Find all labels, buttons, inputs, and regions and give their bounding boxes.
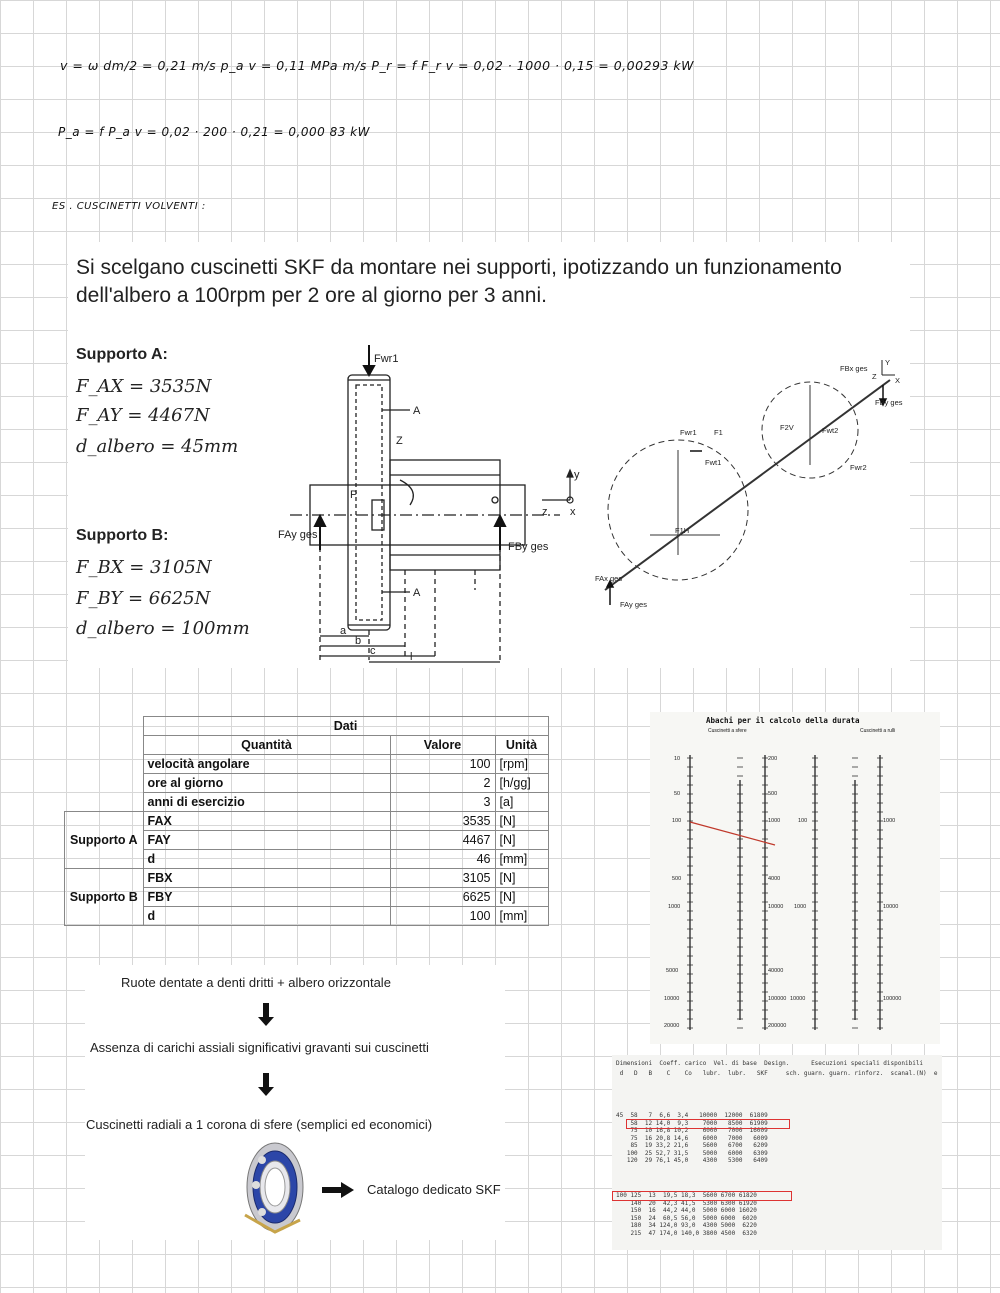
abaco-l-tick: 1000 [883, 818, 896, 824]
catalog-header-2: d D B C Co lubr. lubr. SKF sch. guarn. guarn. rinforz. scanal.(N) e [616, 1070, 938, 1077]
flow-step-3: Cuscinetti radiali a 1 corona di sfere (semplici ed economici) [86, 1117, 433, 1132]
abaco-left-label: Cuscinetti a sfere [708, 728, 747, 734]
ball-bearing-icon [240, 1140, 310, 1235]
abaco-l-tick: 10000 [883, 904, 899, 910]
right-arrow-icon [322, 1182, 354, 1198]
label-p: P [350, 489, 358, 501]
label-x-axis: x [570, 506, 576, 518]
label-dim-b: b [355, 635, 362, 647]
abaco-n-tick: 1000 [668, 904, 681, 910]
abaco-n-tick: 50 [674, 791, 681, 797]
table-row: Supporto A FAX 3535 [N] [65, 812, 549, 831]
abaco-l-tick: 500 [768, 791, 778, 797]
flow-step-2: Assenza di carichi assiali significativi gravanti sui cuscinetti [90, 1040, 429, 1055]
support-a-fax: F_AX = 3535N [76, 376, 212, 397]
label-a-top: A [413, 405, 421, 417]
label-dim-a: a [340, 625, 347, 637]
support-b-heading: Supporto B: [76, 527, 169, 544]
table-row: ore al giorno 2 [h/gg] [65, 774, 549, 793]
abaco-n-tick: 5000 [666, 968, 679, 974]
iso-label-fwt1: Fwt1 [705, 458, 722, 467]
table-header-quantita: Quantità [143, 736, 390, 755]
catalog-row: 100 25 52,7 31,5 5000 6000 6309 [616, 1149, 768, 1157]
iso-label-y: Y [885, 358, 891, 367]
label-fby-ges: FBy ges [508, 541, 549, 553]
support-a-d: d_albero = 45mm [76, 436, 239, 457]
table-header-valore: Valore [390, 736, 495, 755]
iso-label-x: X [895, 376, 901, 385]
abaco-n-tick: 100 [672, 818, 682, 824]
table-row: d 46 [mm] [65, 850, 549, 869]
label-dim-l: l [410, 651, 413, 663]
label-fay-ges: FAy ges [278, 529, 318, 541]
support-b-d: d_albero = 100mm [76, 618, 250, 639]
problem-statement: Si scelgano cuscinetti SKF da montare nei supporti, ipotizzando un funzionamento dell'albero a 100rpm per 2 ore al giorno per 3 anni. [76, 256, 842, 307]
abaco-right-label: Cuscinetti a rulli [860, 728, 896, 734]
abaco-title: Abachi per il calcolo della durata [706, 716, 860, 725]
catalog-row: 140 20 42,3 41,5 5300 6300 61920 [616, 1199, 757, 1207]
table-row: d 100 [mm] [65, 907, 549, 926]
iso-label-fbx-ges: FBx ges [840, 364, 868, 373]
table-row: FAY 4467 [N] [65, 831, 549, 850]
handwritten-line-1: v = ω dm/2 = 0,21 m/s p_a v = 0,11 MPa m/s P_r = f F_r v = 0,02 · 1000 · 0,15 = 0,00293 kW [60, 58, 694, 73]
table-row: FBY 6625 [N] [65, 888, 549, 907]
label-dim-c: c [370, 645, 376, 657]
abaco-n-tick: 1000 [794, 904, 807, 910]
iso-label-fwr2: Fwr2 [850, 463, 867, 472]
catalog-row: 180 34 124,0 93,0 4300 5000 6220 [616, 1222, 757, 1229]
iso-label-fby-ges: FBy ges [875, 398, 903, 407]
support-b-fby: F_BY = 6625N [76, 588, 211, 609]
flow-step-1: Ruote dentate a denti dritti + albero orizzontale [121, 975, 391, 990]
catalog-row: 58 12 14,0 9,3 7000 8500 61909 [616, 1119, 768, 1127]
iso-label-fay-ges: FAy ges [620, 600, 647, 609]
support-a-fay: F_AY = 4467N [76, 405, 210, 426]
catalog-row: 150 16 44,2 44,0 5000 6000 16020 [616, 1207, 757, 1214]
highlight-row-a [626, 1119, 790, 1129]
label-a-bottom: A [413, 587, 421, 599]
abaco-l-tick: 40000 [768, 968, 784, 974]
isometric-force-diagram [590, 355, 910, 620]
catalog-row: 150 24 60,5 56,0 5000 6000 6020 [616, 1214, 757, 1222]
table-row: Supporto B FBX 3105 [N] [65, 869, 549, 888]
abaco-l-tick: 100000 [768, 996, 787, 1002]
table-title: Dati [143, 717, 548, 736]
catalog-header-1: Dimensioni Coeff. carico Vel. di base Design. Esecuzioni speciali disponibili [616, 1060, 924, 1067]
down-arrow-icon [263, 1003, 269, 1017]
abaco-l-tick: 100000 [883, 996, 902, 1002]
abaco-l-tick: 200 [768, 756, 778, 762]
abaco-n-tick: 500 [672, 876, 682, 882]
iso-label-fwr1: Fwr1 [680, 428, 697, 437]
table-row: anni di esercizio 3 [a] [65, 793, 549, 812]
abaco-l-tick: 10000 [768, 904, 784, 910]
gear-shaft-section-diagram [270, 340, 590, 670]
group-supporto-b: Supporto B [65, 869, 144, 926]
table-row: velocità angolare 100 [rpm] [65, 755, 549, 774]
flow-step-4: Catalogo dedicato SKF [367, 1182, 501, 1197]
support-b-fbx: F_BX = 3105N [76, 557, 212, 578]
abaco-l-tick: 4000 [768, 876, 781, 882]
handwritten-line-2: P_a = f P_a v = 0,02 · 200 · 0,21 = 0,000 83 kW [58, 125, 370, 139]
highlight-row-b [612, 1191, 792, 1201]
abaco-n-tick: 20000 [664, 1023, 680, 1029]
label-z: Z [396, 435, 403, 447]
catalog-row: 85 19 33,2 21,6 5600 6700 6209 [616, 1142, 768, 1149]
table-header-unita: Unità [495, 736, 548, 755]
data-table [64, 716, 549, 926]
iso-label-f1h: F1H [675, 526, 690, 535]
abaco-n-tick: 100 [798, 818, 808, 824]
group-supporto-a: Supporto A [65, 812, 144, 869]
down-arrow-icon [263, 1073, 269, 1087]
support-a-heading: Supporto A: [76, 346, 168, 363]
catalog-row: 45 58 7 6,6 3,4 10000 12000 61809 [616, 1112, 768, 1119]
iso-label-f1: F1 [714, 428, 723, 437]
handwritten-line-3: ES . CUSCINETTI VOLVENTI : [52, 201, 206, 212]
abaco-n-tick: 10000 [790, 996, 806, 1002]
abaco-scales [650, 740, 940, 1040]
catalog-row: 100 125 13 19,5 18,3 5600 6700 61820 [616, 1192, 757, 1199]
abaco-l-tick: 1000 [768, 818, 781, 824]
iso-label-fax-ges: FAx ges [595, 574, 623, 583]
abaco-l-tick: 200000 [768, 1023, 787, 1029]
catalog-row: 215 47 174,0 140,0 3800 4500 6320 [616, 1229, 757, 1237]
catalog-row: 120 29 76,1 45,0 4300 5300 6409 [616, 1157, 768, 1164]
iso-label-fwt2: Fwt2 [822, 426, 839, 435]
label-y-axis: y [574, 469, 580, 481]
label-z-axis: z [542, 506, 548, 518]
iso-label-z: Z [872, 372, 877, 381]
catalog-row: 75 10 16,8 10,2 6000 7000 16009 [616, 1127, 768, 1134]
catalog-row: 75 16 20,8 14,6 6000 7000 6009 [616, 1134, 768, 1142]
label-fwr1: Fwr1 [374, 353, 399, 365]
iso-label-f2v: F2V [780, 423, 794, 432]
abaco-n-tick: 10 [674, 756, 681, 762]
abaco-n-tick: 10000 [664, 996, 680, 1002]
